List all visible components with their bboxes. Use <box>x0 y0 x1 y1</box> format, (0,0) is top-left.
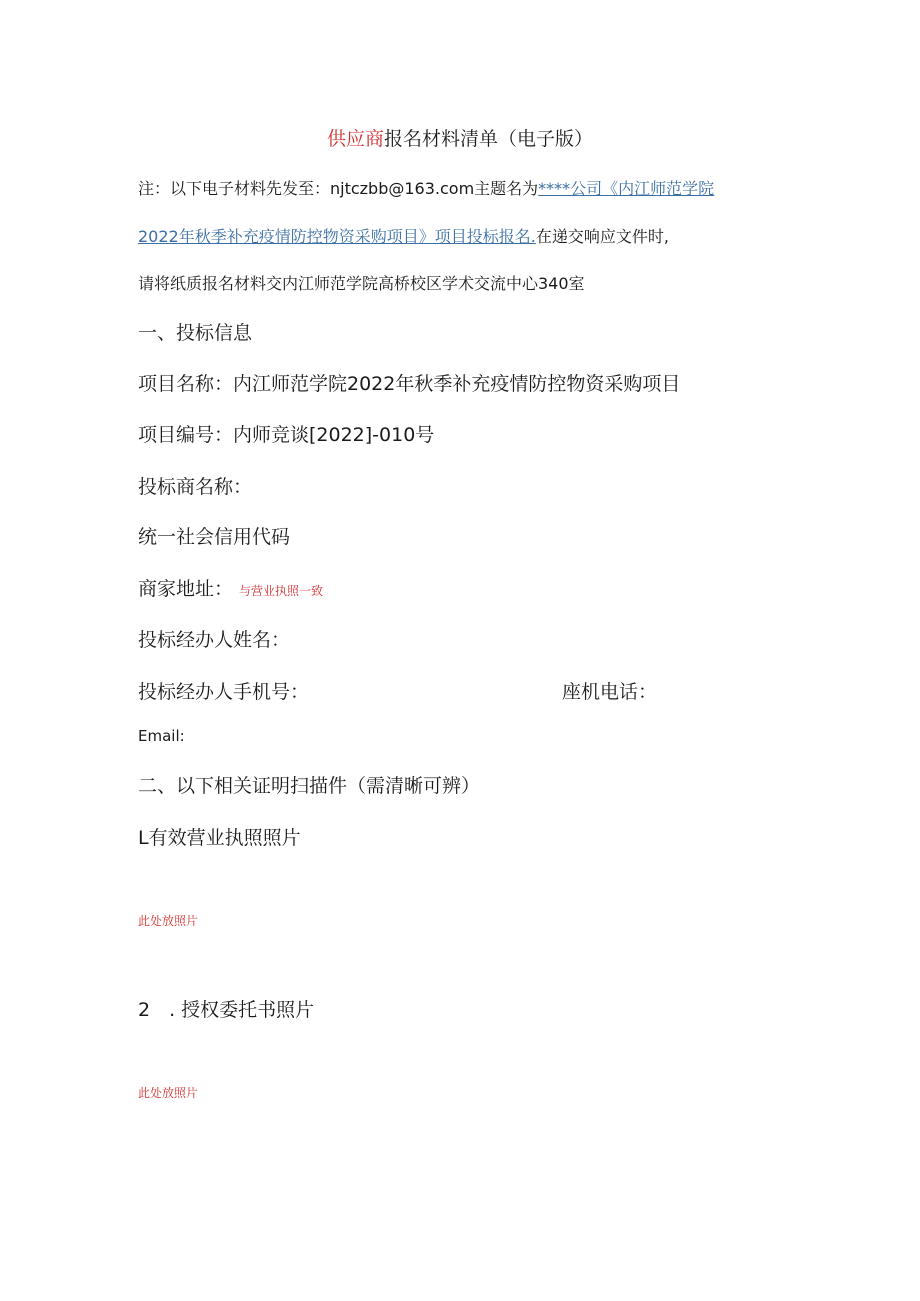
photo-placeholder-2: 此处放照片 <box>138 1086 199 1100</box>
agent-name-label: 投标经办人姓名： <box>138 629 291 651</box>
credit-code-label: 统一社会信用代码 <box>138 526 291 548</box>
address-hint: 与营业执照一致 <box>239 584 324 598</box>
section2-heading: 二、以下相关证明扫描件（需清晰可辨） <box>138 775 481 797</box>
address-label: 商家地址： <box>138 578 234 600</box>
note-subject-link-2[interactable]: 2022年秋季补充疫情防控物资采购项目》项目投标报名. <box>138 227 536 246</box>
address-line <box>138 574 323 601</box>
note-prefix: 注：以下电子材料先发至：njtczbb@163.com主题名为 <box>138 179 539 198</box>
photo-placeholder-1: 此处放照片 <box>138 914 199 928</box>
note-line-3: 请将纸质报名材料交内江师范学院高桥校区学术交流中心340室 <box>138 274 585 293</box>
note-subject-link-1[interactable]: ****公司《内江师范学院 <box>538 179 715 198</box>
project-number: 项目编号：内师竞谈[2022]-010号 <box>138 424 435 446</box>
title-rest: 报名材料清单（电子版） <box>384 128 594 150</box>
document-title <box>0 124 920 151</box>
authorization-letter-item: 2 . 授权委托书照片 <box>138 999 315 1021</box>
business-license-item: L有效营业执照照片 <box>138 827 301 849</box>
agent-phone-label: 投标经办人手机号： <box>138 681 310 703</box>
section1-heading: 一、投标信息 <box>138 322 253 344</box>
landline-label: 座机电话： <box>562 681 658 703</box>
email-label: Email: <box>138 727 185 745</box>
bidder-name-label: 投标商名称： <box>138 476 253 498</box>
project-name: 项目名称：内江师范学院2022年秋季补充疫情防控物资采购项目 <box>138 373 681 395</box>
title-highlight: 供应商 <box>326 128 384 150</box>
note-line-2 <box>138 224 669 247</box>
note-line-1 <box>138 176 714 199</box>
note-suffix: 在递交响应文件时, <box>535 227 669 246</box>
